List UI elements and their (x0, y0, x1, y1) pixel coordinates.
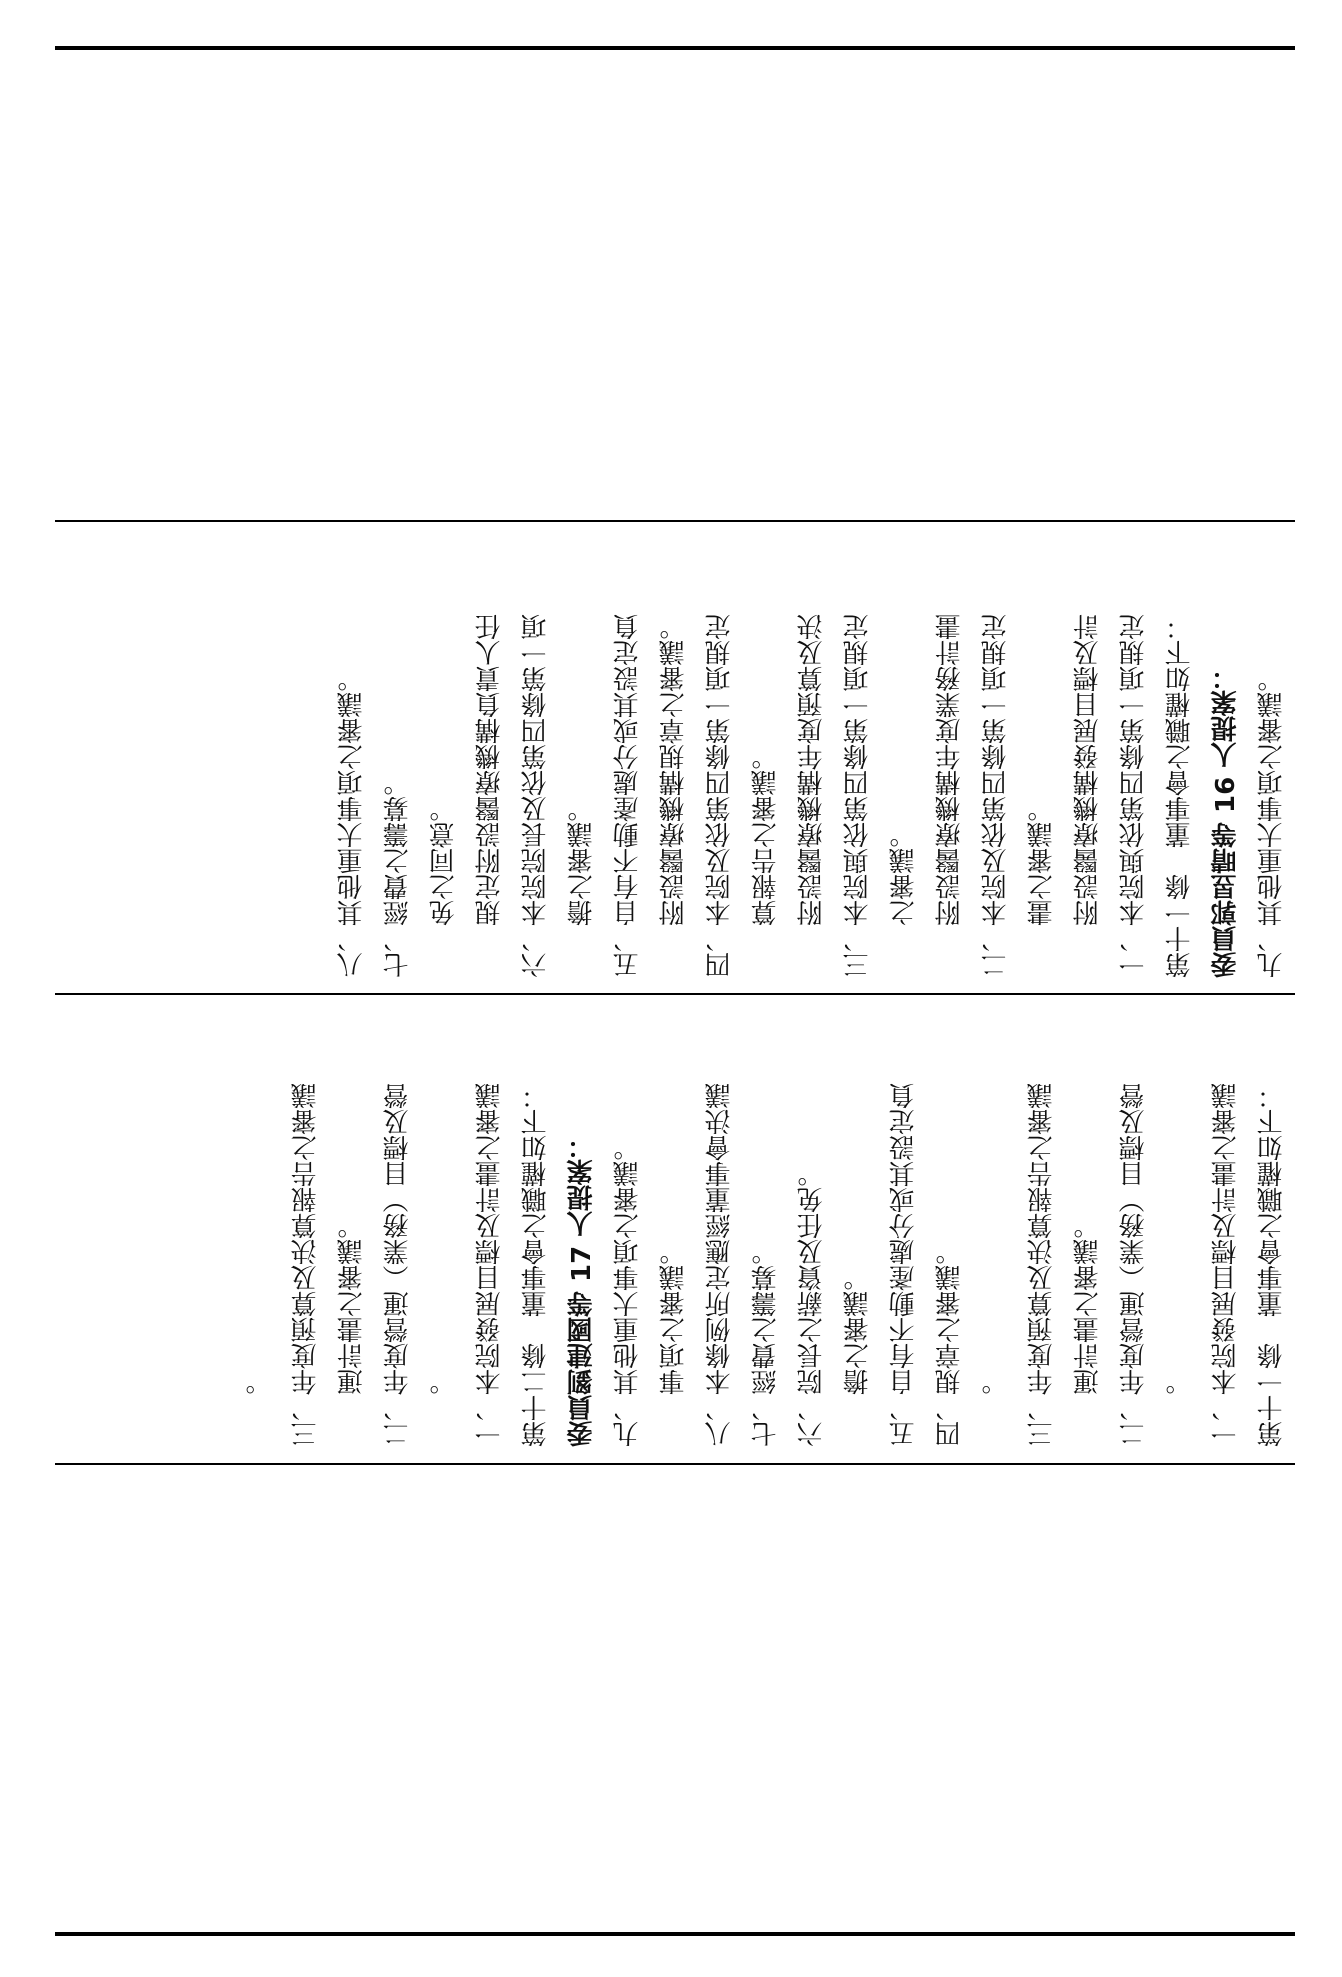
lower-text-column (55, 999, 1295, 1459)
text-line: 三、年度預算及決算報告之審議 (1027, 1083, 1057, 1447)
text-line: 附設醫療機構發展目標及計 (1073, 614, 1103, 978)
text-line: 二、年度營運（業務）目標及營 (1119, 1083, 1149, 1447)
text-line: 附設醫療機構規章之審議。 (659, 614, 689, 978)
text-line: 事項之審議。 (659, 1239, 689, 1447)
text-line: 三、年度預算及決算報告之審議 (291, 1083, 321, 1447)
text-line: 運計畫之審議。 (1073, 1213, 1103, 1447)
text-line: 四、本院及依第四條第一項規定 (705, 614, 735, 978)
text-line: 運計畫之審議。 (337, 1213, 367, 1447)
text-line: 規定附設醫療機構負責人任 (475, 614, 505, 978)
text-line: 之審議。 (889, 822, 919, 978)
text-line: 畫之審議。 (1027, 796, 1057, 978)
text-line: 免之同意。 (429, 796, 459, 978)
text-line: 八、本條例所定應經董事會決議 (705, 1083, 735, 1447)
text-line: 二、年度營運（業務）目標及營 (383, 1083, 413, 1447)
text-line: 擔之審議。 (567, 796, 597, 978)
text-line: 。 (245, 1369, 275, 1447)
text-line: 。 (981, 1369, 1011, 1447)
text-line: 五、自有不動產處分或其設定負 (889, 1083, 919, 1447)
text-line: 六、院長之薪資及任免。 (797, 1161, 827, 1447)
text-line: 二、本院及依第四條第一項規定 (981, 614, 1011, 978)
text-line: 第十一條 董事會之職權如下： (1165, 614, 1195, 978)
text-line: 九、其他重大事項之審議。 (613, 1135, 643, 1447)
table-border-top (55, 520, 1295, 522)
text-line: 八、其他重大事項之審議。 (337, 666, 367, 978)
text-line: 一、本院發展目標及計畫之審議 (1211, 1083, 1241, 1447)
text-line: 算報告之審議。 (751, 744, 781, 978)
text-line: 四、規章之審議。 (935, 1239, 965, 1447)
table-border-bottom (55, 1463, 1295, 1465)
proposal-heading: 委員劉建國等 17 人提案： (567, 1132, 597, 1447)
text-line: 第十二條 董事會之職權如下： (521, 1083, 551, 1447)
bottom-rule (55, 1932, 1295, 1936)
text-line: 五、自有不動產處分或其設定負 (613, 614, 643, 978)
text-line: 。 (429, 1369, 459, 1447)
text-line: 一、本院發展目標及計畫之審議 (475, 1083, 505, 1447)
text-line: 三、本院與依第四條第一項規定 (843, 614, 873, 978)
text-line: 九、其他重大事項之審議。 (1257, 666, 1287, 978)
text-line: 一、本院與依第四條第一項規定 (1119, 614, 1149, 978)
text-line: 附設醫療機構年度業務計畫 (935, 614, 965, 978)
upper-text-section (55, 526, 1295, 990)
text-line: 七、經費之籌募。 (383, 770, 413, 978)
text-line: 七、經費之籌募。 (751, 1239, 781, 1447)
text-line: 六、本院院長及依第四條第一項 (521, 614, 551, 978)
upper-text-column (55, 526, 1295, 990)
table-divider (55, 993, 1295, 995)
text-line: 第十一條 董事會之職權如下： (1257, 1083, 1287, 1447)
top-rule (55, 46, 1295, 50)
rotated-page-table (55, 520, 1295, 1465)
text-line: 擔之審議。 (843, 1265, 873, 1447)
lower-text-section (55, 999, 1295, 1459)
text-line: 附設醫療機構年度預算及決 (797, 614, 827, 978)
proposal-heading: 委員郭昱晴等 16 人提案： (1211, 663, 1241, 978)
text-line: 。 (1165, 1369, 1195, 1447)
